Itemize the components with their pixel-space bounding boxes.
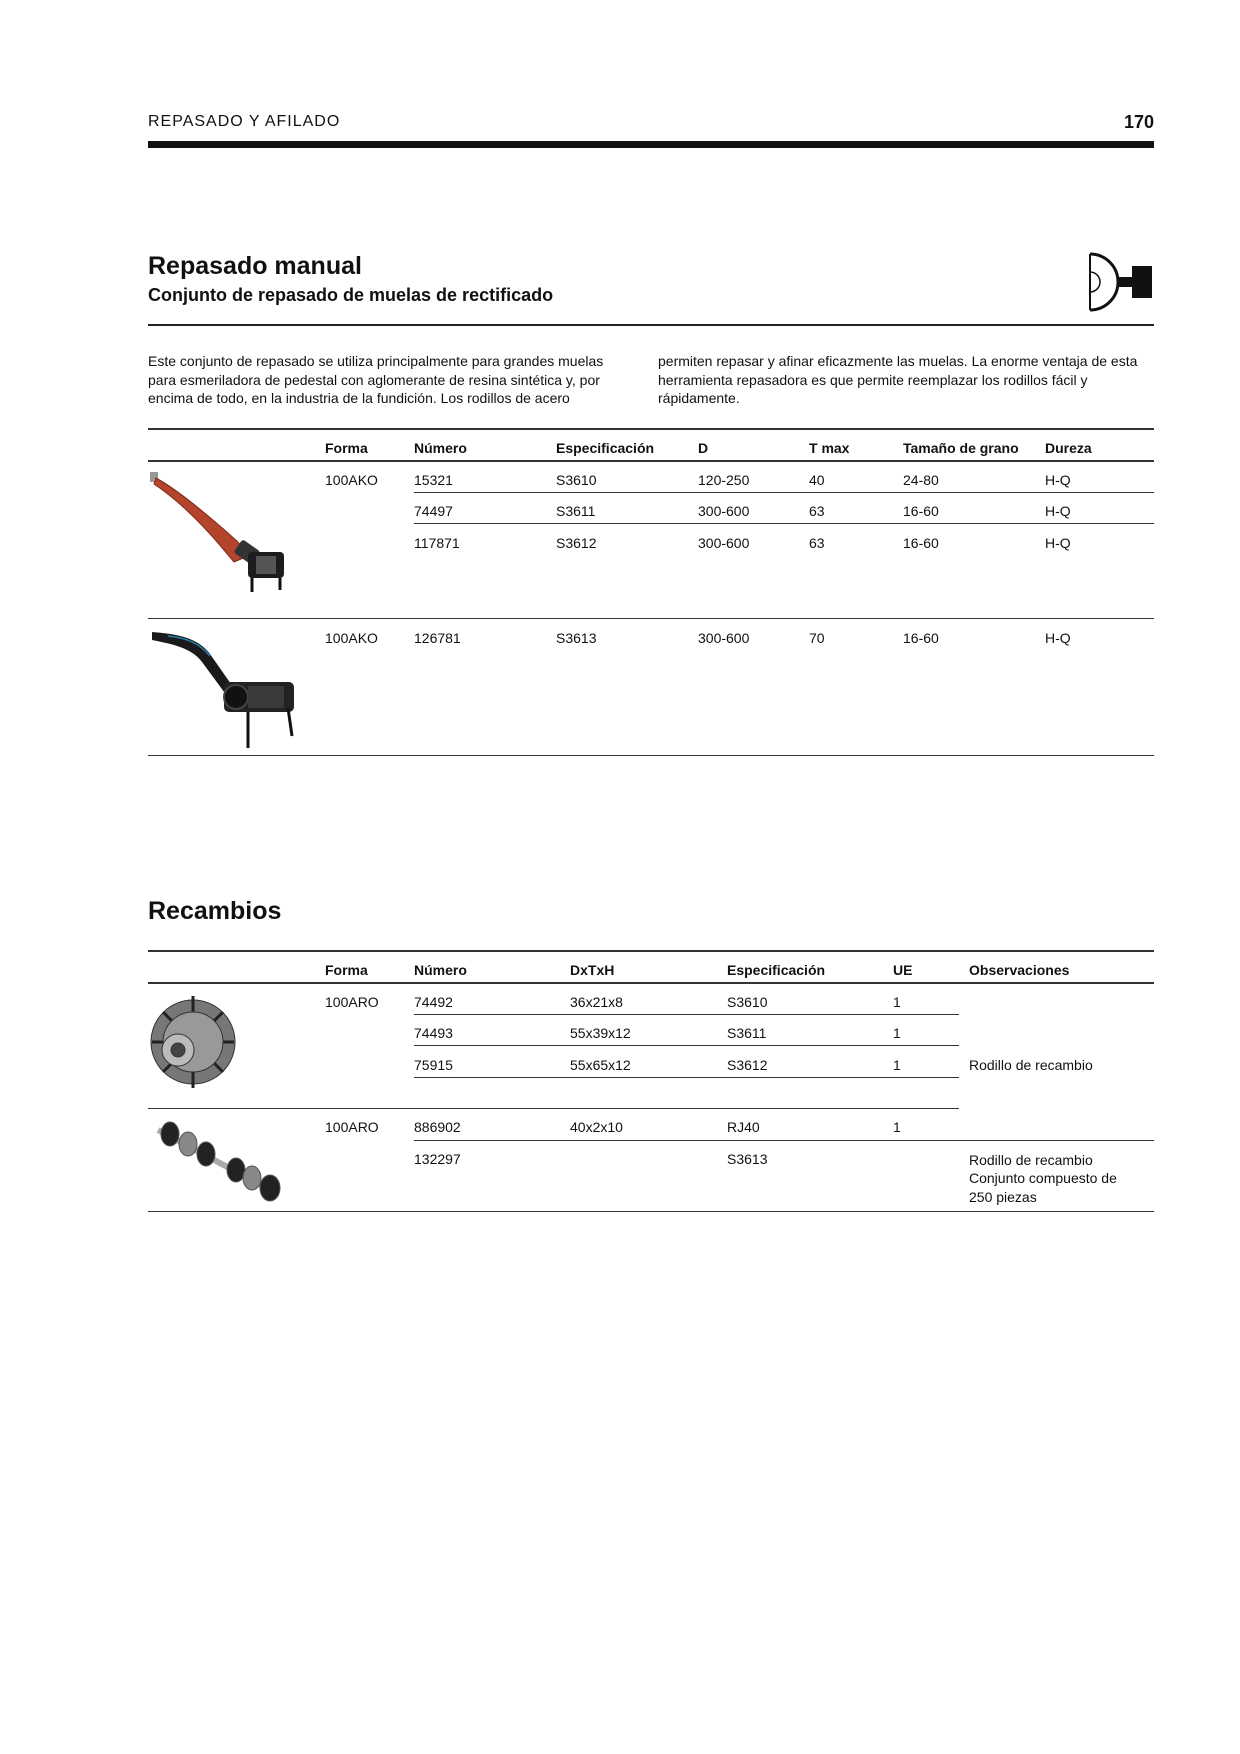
cell: S3610 [556, 472, 597, 488]
cell: 40 [809, 472, 825, 488]
page-subtitle: Conjunto de repasado de muelas de rectificado [148, 285, 554, 305]
cell: S3612 [556, 535, 597, 551]
cell: S3610 [727, 994, 768, 1010]
cell: H-Q [1045, 630, 1071, 646]
col-ue: UE [893, 962, 913, 978]
cell: S3613 [556, 630, 597, 646]
cell: H-Q [1045, 503, 1071, 519]
dresser-black-handle-image [148, 624, 318, 754]
cell: 100AKO [325, 472, 378, 488]
cell: 75915 [414, 1057, 453, 1073]
section-title: REPASADO Y AFILADO [148, 113, 341, 130]
cell: 63 [809, 503, 825, 519]
cell: 63 [809, 535, 825, 551]
row-divider [414, 1077, 959, 1078]
cell: S3611 [727, 1025, 767, 1041]
spare-roller-assembly-image [148, 1112, 288, 1212]
col-especificacion: Especificación [556, 440, 655, 456]
observation-line-2: Conjunto compuesto de [969, 1170, 1117, 1186]
cell: 117871 [414, 535, 460, 551]
row-divider [414, 1140, 1154, 1141]
cell: 16-60 [903, 535, 939, 551]
dresser-red-handle-image [148, 470, 308, 600]
col-grano: Tamaño de grano [903, 440, 1019, 456]
dressing-wheel-icon [1088, 252, 1154, 312]
col-especificacion: Especificación [727, 962, 826, 978]
cell: H-Q [1045, 535, 1071, 551]
observation-line-3: 250 piezas [969, 1189, 1037, 1205]
cell: 132297 [414, 1151, 461, 1167]
cell: 126781 [414, 630, 461, 646]
header-rule [148, 460, 1154, 462]
cell: S3611 [556, 503, 596, 519]
cell: H-Q [1045, 472, 1071, 488]
col-forma: Forma [325, 962, 368, 978]
cell: 36x21x8 [570, 994, 623, 1010]
group-divider [148, 618, 1154, 619]
col-dureza: Dureza [1045, 440, 1092, 456]
cell: 55x65x12 [570, 1057, 631, 1073]
col-dxtxh: DxTxH [570, 962, 615, 978]
cell: 300-600 [698, 503, 750, 519]
row-divider [414, 1014, 959, 1015]
cell: 1 [893, 1057, 901, 1073]
cell: 1 [893, 1119, 901, 1135]
cell: S3613 [727, 1151, 768, 1167]
header-rule [148, 982, 1154, 984]
cell: 300-600 [698, 630, 750, 646]
cell: 886902 [414, 1119, 461, 1135]
cell: 1 [893, 994, 901, 1010]
cell: 74493 [414, 1025, 453, 1041]
header-rule [148, 141, 1154, 148]
spares-table [148, 950, 1154, 1212]
recambios-title: Recambios [148, 897, 282, 925]
group-divider [148, 1108, 959, 1109]
col-forma: Forma [325, 440, 368, 456]
cell: 120-250 [698, 472, 750, 488]
cell: 70 [809, 630, 825, 646]
page-number: 170 [1123, 112, 1154, 132]
cell: 100AKO [325, 630, 378, 646]
cell: 55x39x12 [570, 1025, 631, 1041]
spare-roller-image [148, 990, 238, 1094]
row-divider [414, 1045, 959, 1046]
cell: S3612 [727, 1057, 768, 1073]
row-divider [414, 523, 1154, 524]
col-observaciones: Observaciones [969, 962, 1070, 978]
intro-column-1: Este conjunto de repasado se utiliza principalmente para grandes muelas para esmeriladora de pedestal con aglomerante de resina sintética y, por encima de todo, en la industria de la fundición. Los rodillos de acero [148, 353, 604, 406]
col-tmax: T max [809, 440, 850, 456]
page-title: Repasado manual [148, 252, 362, 280]
cell: 1 [893, 1025, 901, 1041]
table-bottom-rule [148, 1211, 1154, 1212]
table-top-rule [148, 428, 1154, 430]
col-d: D [698, 440, 709, 456]
cell: 74492 [414, 994, 453, 1010]
cell: 100ARO [325, 994, 379, 1010]
cell: RJ40 [727, 1119, 760, 1135]
table-top-rule [148, 950, 1154, 952]
row-divider [414, 492, 1154, 493]
cell: 100ARO [325, 1119, 379, 1135]
cell: 24-80 [903, 472, 939, 488]
cell: 74497 [414, 503, 453, 519]
col-numero: Número [414, 440, 467, 456]
cell: 16-60 [903, 503, 939, 519]
dresser-table [148, 428, 1154, 756]
observation-line-1: Rodillo de recambio [969, 1152, 1093, 1168]
cell: 15321 [414, 472, 453, 488]
intro-column-2: permiten repasar y afinar eficazmente las muelas. La enorme ventaja de esta herramienta repasadora es que permite reemplazar los rodillos fácil y rápidamente. [658, 353, 1138, 406]
cell: 40x2x10 [570, 1119, 623, 1135]
title-rule [148, 324, 1154, 326]
cell: 300-600 [698, 535, 750, 551]
table-bottom-rule [148, 755, 1154, 756]
cell: 16-60 [903, 630, 939, 646]
col-numero: Número [414, 962, 467, 978]
observation-group: Rodillo de recambio [969, 1057, 1093, 1073]
